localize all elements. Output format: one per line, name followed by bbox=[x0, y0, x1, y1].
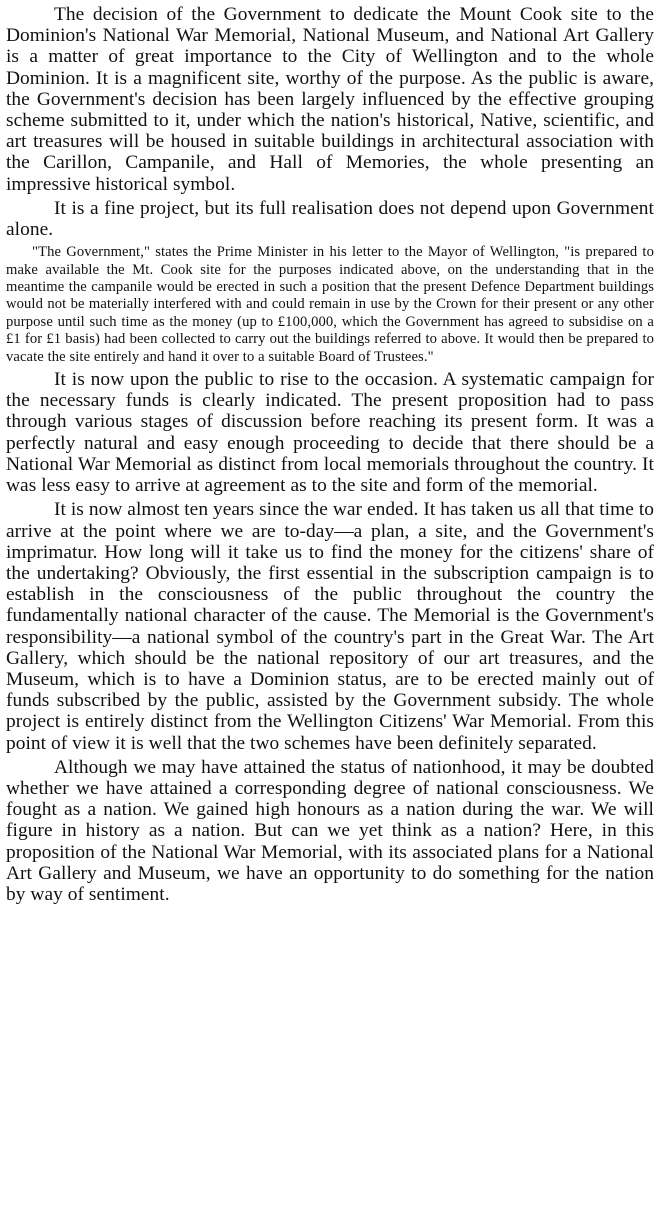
paragraph-mount-cook-decision: The decision of the Government to dedicate the Mount Cook site to the Dominion's National War Memorial, National Museum, and National Art Gallery is a matter of great importance to the City of Wellington and to the whole Dominion. It is a magnificent site, worthy of the purpose. As the public is aware, the Government's decision has been largely influenced by the effective grouping scheme submitted to it, under which the nation's historical, Native, scientific, and art treasures will be housed in suitable buildings in architectural association with the Carillon, Campanile, and Hall of Memories, the whole presenting an impressive historical symbol. bbox=[6, 4, 654, 195]
paragraph-nationhood: Although we may have attained the status of nationhood, it may be doubted whether we have attained a corresponding degree of national consciousness. We fought as a nation. We gained high honours as a nation during the war. We will figure in history as a nation. But can we yet think as a nation? Here, in this proposition of the National War Memorial, with its associated plans for a National Art Gallery and Museum, we have an opportunity to do something for the nation by way of sentiment. bbox=[6, 756, 654, 905]
paragraph-ten-years: It is now almost ten years since the war ended. It has taken us all that time to arrive at the point where we are to-day—a plan, a site, and the Government's imprimatur. How long will it take us to find the money for the citizens' share of the undertaking? Obviously, the first essential in the subscription campaign is to establish in the consciousness of the public throughout the country the fundamentally national character of the cause. The Memorial is the Government's responsibility—a national symbol of the country's part in the Great War. The Art Gallery, which should be the national repository of our art treasures, and the Museum, which is to have a Dominion status, are to be erected mainly out of funds subscribed by the public, assisted by the Government subsidy. The whole project is entirely distinct from the Wellington Citizens' War Memorial. From this point of view it is well that the two schemes have been definitely separated. bbox=[6, 499, 654, 754]
paragraph-fine-project: It is a fine project, but its full realisation does not depend upon Government alone. bbox=[6, 197, 654, 241]
prime-minister-quote: "The Government," states the Prime Minister in his letter to the Mayor of Wellington, "is prepared to make available the Mt. Cook site for the purposes indicated above, on the understanding that in the meantime the campanile would be erected in such a position that the present Defence Department buildings would not be materially interfered with and could remain in use by the Crown for their present or any other purpose until such time as the money (up to £100,000, which the Government has agreed to subsidise on a £1 for £1 basis) had been collected to carry out the buildings referred to above. It would then be prepared to vacate the site entirely and hand it over to a suitable Board of Trustees." bbox=[6, 244, 654, 365]
paragraph-public-occasion: It is now upon the public to rise to the occasion. A systematic campaign for the necessary funds is clearly indicated. The present proposition had to pass through various stages of discussion before reaching its present form. It was a perfectly natural and easy enough proceeding to decide that there should be a National War Memorial as distinct from local memorials throughout the country. It was less easy to arrive at agreement as to the site and form of the memorial. bbox=[6, 369, 654, 497]
article-column bbox=[6, 4, 654, 905]
